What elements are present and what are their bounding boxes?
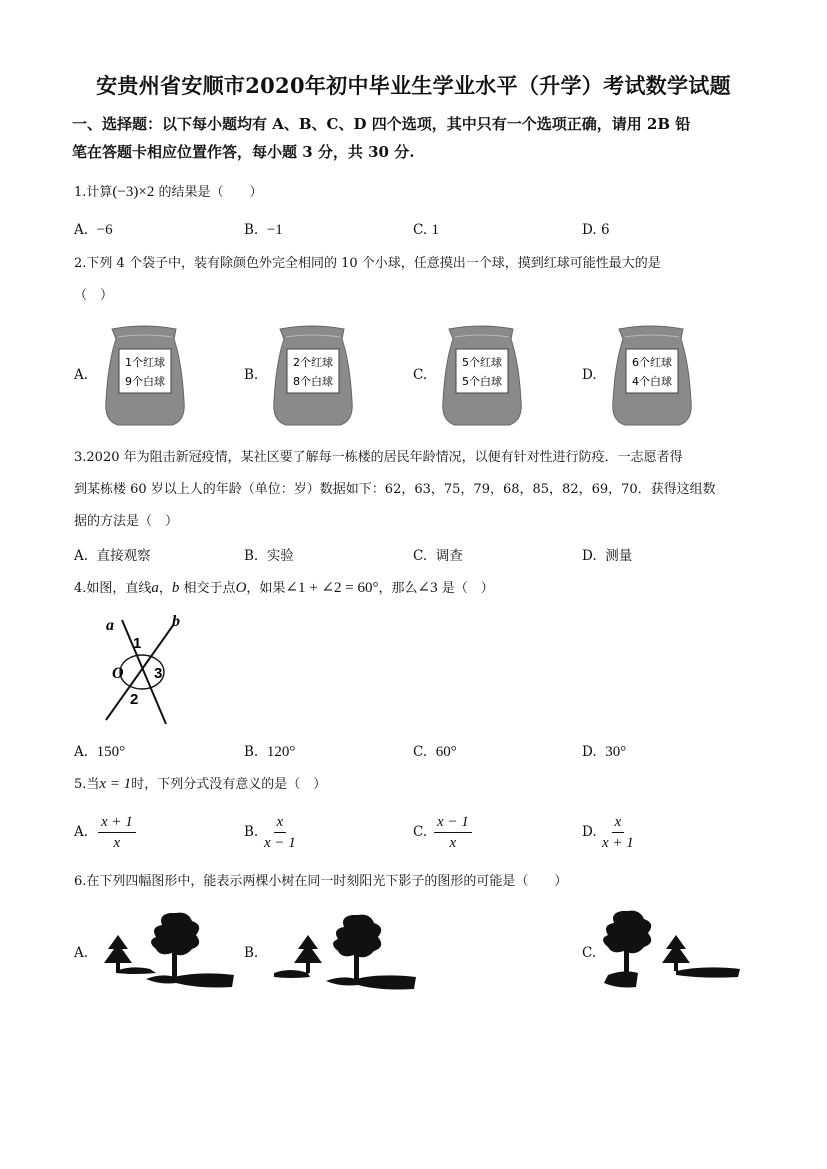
bag-c-white: 5个白球 <box>462 375 502 388</box>
bag-b-image <box>270 323 354 427</box>
q5-option-b-fraction <box>264 812 296 853</box>
q3-line-3: 据的方法是（ ） <box>74 514 179 529</box>
q5-a-denominator: x <box>113 835 121 851</box>
q5-option-b-label[interactable]: B. <box>244 824 259 840</box>
q3-option-d-value: 测量 <box>605 548 633 564</box>
q6-text: 6.在下列四幅图形中，能表示两棵小树在同一时刻阳光下影子的图形的可能是（ ） <box>74 874 568 889</box>
fig-angle-1: 1 <box>133 635 142 652</box>
q4-intersecting-lines-figure <box>96 612 196 727</box>
q4-condition: ∠1 + ∠2 = 60° <box>285 580 379 596</box>
q4-option-a-label[interactable]: A. <box>74 744 89 760</box>
page-title: 安贵州省安顺市2020年初中毕业生学业水平（升学）考试数学试题 <box>96 73 731 98</box>
q3-option-b-label[interactable]: B. <box>244 548 259 564</box>
bag-b-white: 8个白球 <box>293 375 333 388</box>
q4-option-d-value: 30° <box>605 744 627 760</box>
q4-text-3: ，如果 <box>246 581 286 596</box>
q5-text-1: 5.当 <box>74 777 100 792</box>
q5-d-denominator: x + 1 <box>602 835 634 851</box>
q1-suffix: 的结果是（ ） <box>154 185 263 200</box>
q5-b-numerator: x <box>274 812 287 833</box>
q3-option-a-value: 直接观察 <box>96 548 151 564</box>
q2-option-c-label[interactable]: C. <box>413 367 428 383</box>
q5-c-numerator: x − 1 <box>434 812 472 833</box>
q4-text-1: 4.如图，直线 <box>74 581 152 596</box>
q5-option-a-fraction <box>98 812 136 853</box>
q5-option-a-label[interactable]: A. <box>74 824 89 840</box>
q2-line-2: （ ） <box>74 288 114 303</box>
q5-options <box>74 812 764 862</box>
q4-angle-3: ∠3 <box>417 580 438 596</box>
q5-d-numerator: x <box>612 812 625 833</box>
fig-angle-3: 3 <box>154 665 163 682</box>
q4-option-a-value: 150° <box>96 744 126 760</box>
q4-line-b: b <box>171 580 180 596</box>
q1-option-a-label[interactable]: A. <box>74 222 89 238</box>
q6-option-b-tree-shadows <box>270 909 420 995</box>
q5-condition: x = 1 <box>99 776 132 792</box>
q3-line-2: 到某栋楼 60 岁以上人的年龄（单位：岁）数据如下：62，63，75，79，68，85，82，69，70．获得这组数 <box>74 482 716 497</box>
q5-option-d-fraction <box>602 812 634 853</box>
q4-option-d-label[interactable]: D. <box>582 744 597 760</box>
q4-point-o: O <box>235 580 247 596</box>
bag-a-red: 1个红球 <box>125 356 165 369</box>
question-2 <box>74 248 764 312</box>
question-5 <box>74 768 764 801</box>
q4-text-4: ，那么 <box>378 581 418 596</box>
q1-expression: (−3)×2 <box>112 184 155 200</box>
q2-option-a-label[interactable]: A. <box>74 367 89 383</box>
q5-option-c-fraction <box>434 812 472 853</box>
q3-option-d-label[interactable]: D. <box>582 548 597 564</box>
q3-option-b-value: 实验 <box>266 548 294 564</box>
section-instructions <box>72 110 762 166</box>
q5-text-2: 时，下列分式没有意义的是（ ） <box>131 777 327 792</box>
bag-a-image <box>102 323 186 427</box>
q2-line-1: 2.下列 4 个袋子中，装有除颜色外完全相同的 10 个小球，任意摸出一个球，摸到红球可能性最大的是 <box>74 256 661 271</box>
q4-option-b-value: 120° <box>266 744 296 760</box>
q6-option-c-label[interactable]: C. <box>582 945 597 961</box>
question-1 <box>74 176 764 209</box>
q3-option-a-label[interactable]: A. <box>74 548 89 564</box>
bag-a-white: 9个白球 <box>125 375 165 388</box>
q4-line-a: a <box>151 580 159 596</box>
section-line-2: 笔在答题卡相应位置作答，每小题 3 分，共 30 分. <box>72 143 415 161</box>
q6-option-a-label[interactable]: A. <box>74 945 89 961</box>
q1-option-a-value: −6 <box>96 222 113 238</box>
q5-c-denominator: x <box>449 835 457 851</box>
q4-option-c-value: 60° <box>435 744 457 760</box>
bag-d-image <box>609 323 693 427</box>
q4-option-b-label[interactable]: B. <box>244 744 259 760</box>
q1-option-c-label[interactable]: C. <box>413 222 428 238</box>
section-line-1: 一、选择题：以下每小题均有 A、B、C、D 四个选项，其中只有一个选项正确，请用 2B 铅 <box>72 115 691 133</box>
q1-option-b-label[interactable]: B. <box>244 222 259 238</box>
fig-point-o: O <box>112 665 124 682</box>
q5-option-d-label[interactable]: D. <box>582 824 597 840</box>
q6-options <box>74 905 764 1000</box>
q4-separator: ， <box>158 581 172 596</box>
bag-d-red: 6个红球 <box>632 356 672 369</box>
q1-prefix: 1.计算 <box>74 185 113 200</box>
q5-option-c-label[interactable]: C. <box>413 824 428 840</box>
q6-option-a-tree-shadows <box>100 905 240 995</box>
q2-option-d-label[interactable]: D. <box>582 367 597 383</box>
q6-option-b-label[interactable]: B. <box>244 945 259 961</box>
question-6 <box>74 866 764 898</box>
q4-option-c-label[interactable]: C. <box>413 744 428 760</box>
q2-option-b-label[interactable]: B. <box>244 367 259 383</box>
q5-a-numerator: x + 1 <box>98 812 136 833</box>
q1-option-b-value: −1 <box>266 222 283 238</box>
question-4 <box>74 572 764 605</box>
bag-d-white: 4个白球 <box>632 375 672 388</box>
bag-b-red: 2个红球 <box>293 356 333 369</box>
q1-option-d-value: 6 <box>600 222 610 238</box>
q4-text-2: 相交于点 <box>179 581 236 596</box>
q3-option-c-value: 调查 <box>435 548 463 564</box>
q3-line-1: 3.2020 年为阻击新冠疫情，某社区要了解每一栋楼的居民年龄情况，以便有针对性进行防疫．一志愿者得 <box>74 450 683 465</box>
q3-option-c-label[interactable]: C. <box>413 548 428 564</box>
fig-label-a: a <box>106 617 114 634</box>
q4-text-5: 是（ ） <box>437 581 494 596</box>
bag-c-red: 5个红球 <box>462 356 502 369</box>
question-3 <box>74 442 764 538</box>
fig-label-b: b <box>172 613 180 630</box>
fig-angle-2: 2 <box>130 691 139 708</box>
q5-b-denominator: x − 1 <box>264 835 296 851</box>
bag-c-image <box>439 323 523 427</box>
q1-option-c-value: 1 <box>431 222 439 238</box>
q1-option-d-label[interactable]: D. <box>582 222 597 238</box>
q2-options <box>74 323 764 433</box>
q6-option-c-tree-shadows <box>594 905 744 995</box>
